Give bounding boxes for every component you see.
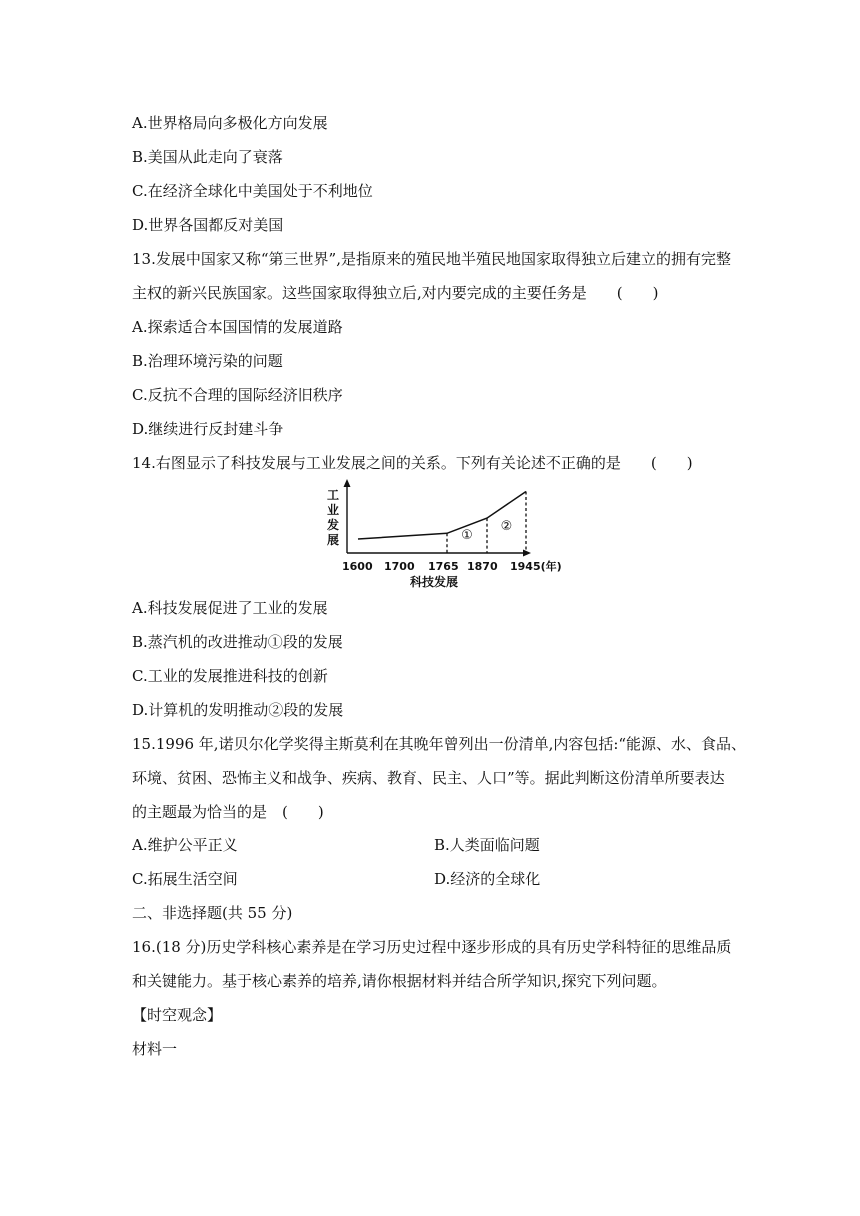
q16-material: 材料一 xyxy=(132,1040,178,1058)
q12-option-c: C.在经济全球化中美国处于不利地位 xyxy=(132,182,373,200)
q16-tag: 【时空观念】 xyxy=(132,1006,223,1024)
tech-industry-chart xyxy=(320,478,562,593)
q14-option-b: B.蒸汽机的改进推动①段的发展 xyxy=(132,633,343,651)
q15-stem-line1: 15.1996 年,诺贝尔化学奖得主斯莫利在其晚年曾列出一份清单,内容包括:“能源、水、食品、 xyxy=(132,735,747,753)
chart-x-tick-label: 1600 xyxy=(342,560,373,573)
chart-ylabel-char: 展 xyxy=(327,533,340,547)
chart-segment-label: ① xyxy=(461,528,473,543)
chart-segment-label: ② xyxy=(500,519,513,534)
q13-stem-line1: 13.发展中国家又称“第三世界”,是指原来的殖民地半殖民地国家取得独立后建立的拥有完整 xyxy=(132,250,731,268)
q13-option-d: D.继续进行反封建斗争 xyxy=(132,420,284,438)
q16-stem-line1: 16.(18 分)历史学科核心素养是在学习历史过程中逐步形成的具有历史学科特征的思维品质 xyxy=(132,938,732,956)
q13-option-b: B.治理环境污染的问题 xyxy=(132,352,283,370)
chart-ylabel-char: 工 xyxy=(327,488,340,502)
q15-stem-line3: 的主题最为恰当的是 ( ) xyxy=(132,803,324,821)
q14-option-d: D.计算机的发明推动②段的发展 xyxy=(132,701,344,719)
q14-option-c: C.工业的发展推进科技的创新 xyxy=(132,667,328,685)
q15-option-a: A.维护公平正义 xyxy=(132,836,238,854)
q14-stem: 14.右图显示了科技发展与工业发展之间的关系。下列有关论述不正确的是 ( ) xyxy=(132,454,693,472)
q15-option-d: D.经济的全球化 xyxy=(434,870,541,888)
q12-option-a: A.世界格局向多极化方向发展 xyxy=(132,114,328,132)
q13-stem-line2: 主权的新兴民族国家。这些国家取得独立后,对内要完成的主要任务是 ( ) xyxy=(132,284,659,302)
q15-option-b: B.人类面临问题 xyxy=(434,836,540,854)
chart-xlabel: 科技发展 xyxy=(410,575,459,589)
q15-option-c: C.拓展生活空间 xyxy=(132,870,238,888)
chart-x-arrow xyxy=(523,550,531,557)
chart-x-tick-label: 1765 xyxy=(428,560,459,573)
q13-option-a: A.探索适合本国国情的发展道路 xyxy=(132,318,343,336)
q12-option-b: B.美国从此走向了衰落 xyxy=(132,148,283,166)
chart-ylabel-char: 业 xyxy=(327,503,340,517)
chart-ylabel-char: 发 xyxy=(327,518,340,532)
chart-x-tick-label: 1700 xyxy=(384,560,415,573)
chart-x-tick-label: 1870 xyxy=(467,560,498,573)
q14-option-a: A.科技发展促进了工业的发展 xyxy=(132,599,328,617)
q15-stem-line2: 环境、贫困、恐怖主义和战争、疾病、教育、民主、人口”等。据此判断这份清单所要表达 xyxy=(132,769,725,787)
q13-option-c: C.反抗不合理的国际经济旧秩序 xyxy=(132,386,343,404)
section-title: 二、非选择题(共 55 分) xyxy=(132,904,293,922)
chart-y-arrow xyxy=(344,479,351,487)
q16-stem-line2: 和关键能力。基于核心素养的培养,请你根据材料并结合所学知识,探究下列问题。 xyxy=(132,972,667,990)
chart-x-tick-label: 1945(年) xyxy=(510,560,562,573)
q12-option-d: D.世界各国都反对美国 xyxy=(132,216,284,234)
